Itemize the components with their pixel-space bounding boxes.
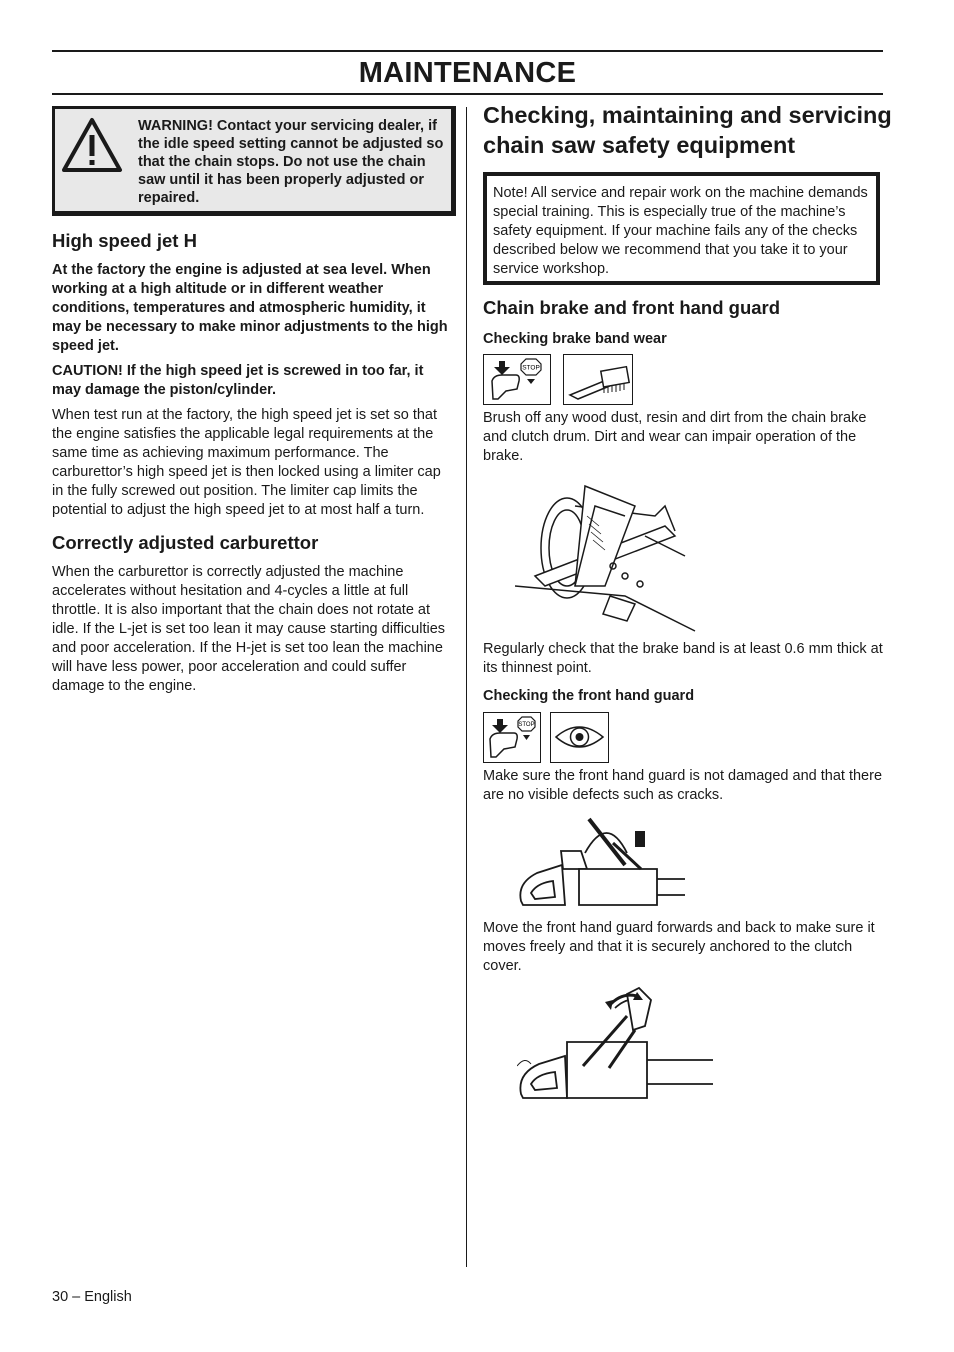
stop-label-2: STOP [518, 722, 535, 728]
carburettor-heading: Correctly adjusted carburettor [52, 532, 319, 553]
safety-equipment-title: Checking, maintaining and servicing chain saw safety equipment [483, 102, 892, 158]
front-guard-illustration [517, 813, 687, 911]
section-title: MAINTENANCE [358, 57, 577, 89]
note-text: Note! All service and repair work on the machine demands special training. This is especially true of the machine’s safety equipment. If your machine fails any of the checks described below we recommend that you take it to your service workshop. [493, 185, 868, 277]
eye-inspect-icon [550, 712, 609, 763]
high-speed-para-1: At the factory the engine is adjusted at sea level. When working at a high altitude or in different weather conditions, temperatures and atmospheric humidity, it may be necessary to make minor adjustments to the high speed jet. [52, 262, 448, 354]
brake-band-icon-row [483, 354, 893, 406]
right-column [483, 101, 893, 1104]
chain-brake-heading: Chain brake and front hand guard [483, 297, 781, 318]
caution-para: CAUTION! If the high speed jet is screwed in too far, it may damage the piston/cylinder. [52, 363, 424, 398]
left-column [52, 106, 452, 696]
warning-triangle-icon [61, 117, 123, 173]
warning-text: WARNING! Contact your servicing dealer, if the idle speed setting cannot be adjusted so that the chain stops. Do not use the chain saw until it has been properly adjusted or repaired. [138, 118, 444, 206]
header-rule-bottom [52, 93, 883, 95]
stop-label: STOP [522, 364, 540, 372]
brake-band-subheading: Checking brake band wear [483, 331, 667, 347]
high-speed-jet-heading: High speed jet H [52, 230, 197, 251]
page-footer: 30 – English [52, 1289, 132, 1305]
brush-icon [563, 354, 633, 405]
front-guard-motion-illustration [517, 986, 717, 1104]
stop-engine-icon [483, 354, 551, 405]
note-box [483, 172, 880, 285]
warning-box [52, 106, 456, 216]
front-guard-para-1: Make sure the front hand guard is not damaged and that there are no visible defects such as cracks. [483, 768, 883, 803]
stop-engine-icon-2 [483, 712, 541, 763]
column-divider [466, 107, 467, 1267]
high-speed-para-3: When test run at the factory, the high speed jet is set so that the engine satisfies the applicable legal requirements at the same time as achieving maximum performance. The carburettor’s high speed jet is then locked using a limiter cap in the fully screwed out position. The limiter cap limits the potential to adjust the high speed jet to at most half a turn. [52, 407, 441, 518]
brake-band-para-1: Brush off any wood dust, resin and dirt from the chain brake and clutch drum. Dirt and wear can impair operation of the brake. [483, 410, 867, 464]
carburettor-para: When the carburettor is correctly adjusted the machine accelerates without hesitation and 4-cycles a little at full throttle. It is also important that the chain does not rotate at idle. If the L-jet is set too lean it may cause starting difficulties and poor acceleration. If the H-jet is set too lean the machine will have less power, poor acceleration and could suffer damage to the engine. [52, 564, 446, 694]
header-rule-top [52, 50, 883, 52]
brake-band-para-2: Regularly check that the brake band is at least 0.6 mm thick at its thinnest point. [483, 641, 883, 676]
front-guard-icon-row [483, 712, 893, 764]
front-guard-subheading: Checking the front hand guard [483, 688, 695, 704]
front-guard-para-2: Move the front hand guard forwards and back to make sure it moves freely and that it is securely anchored to the clutch cover. [483, 920, 875, 974]
brake-band-illustration [515, 476, 705, 636]
